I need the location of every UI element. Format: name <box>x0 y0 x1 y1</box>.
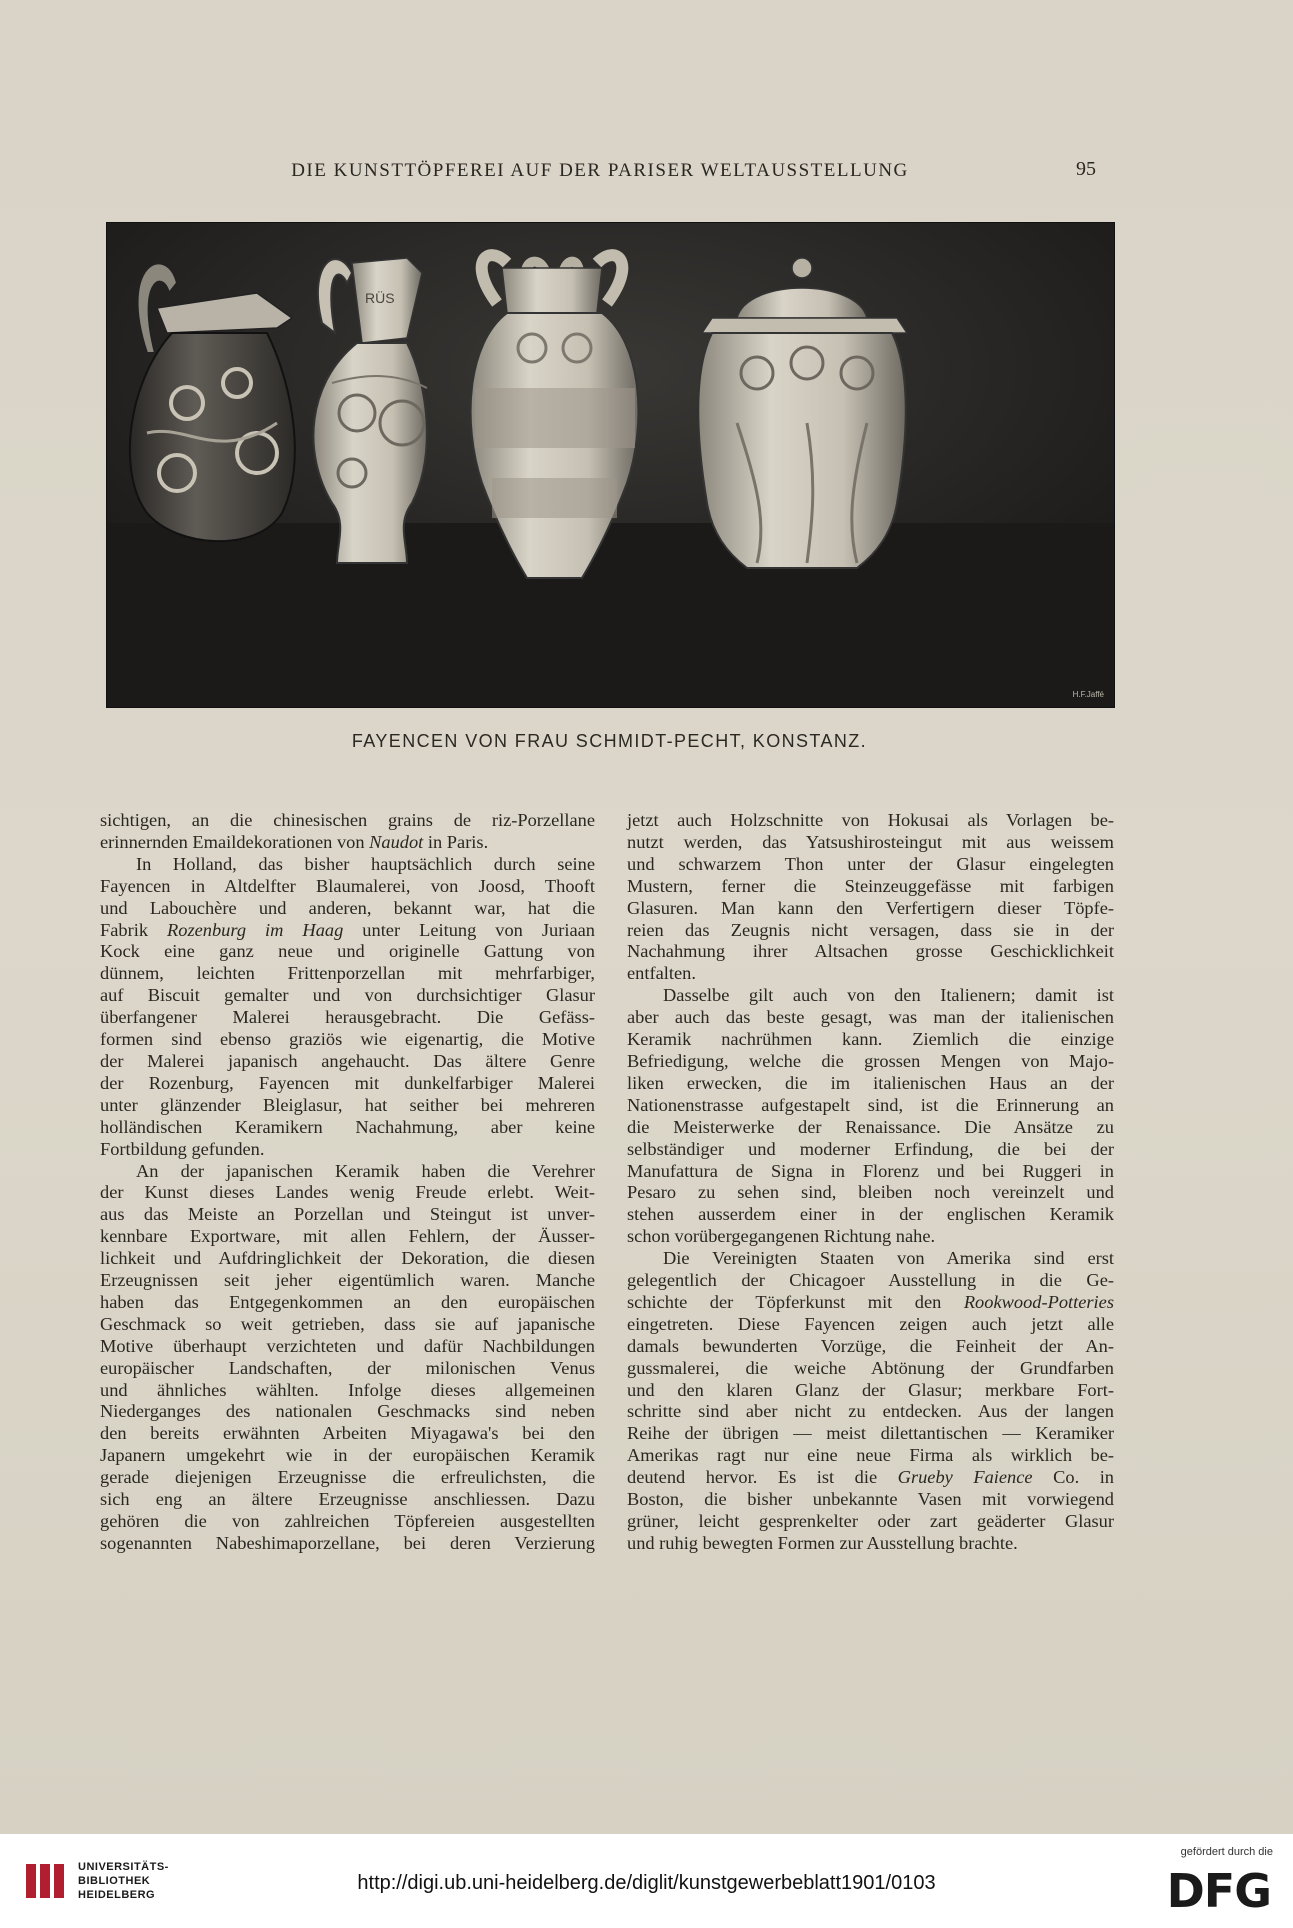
dfg-logo: DFG <box>1166 1864 1271 1918</box>
text-line: liken erwecken, die im italienischen Haus an der <box>627 1072 1114 1093</box>
text-line: aus das Meiste an Porzellan und Steingut ist unver- <box>100 1204 595 1225</box>
text-line: sogenannten Nabeshimaporzellane, bei deren Verzierung <box>100 1532 595 1553</box>
text-line: und den klaren Glanz der Glasur; merkbare Fort- <box>627 1379 1114 1400</box>
text-line: schon vorübergegangenen Richtung nahe. <box>627 1226 936 1247</box>
text-line: aber auch das beste gesagt, was man der italienischen <box>627 1007 1114 1028</box>
text-line: haben das Entgegenkommen an den europäischen <box>100 1291 595 1312</box>
text-column-right <box>627 810 1114 1555</box>
running-title: DIE KUNSTTÖPFEREI AUF DER PARISER WELTAUSSTELLUNG <box>291 160 909 181</box>
text-line: und Labouchère und anderen, bekannt war, hat die <box>100 897 595 918</box>
text-line: Mustern, ferner die Steinzeuggefässe mit farbigen <box>627 875 1114 896</box>
text-line: Nachahmung ihrer Altsachen grosse Geschicklichkeit <box>627 941 1114 962</box>
text-line: Geschmack so weit getrieben, dass sie auf japanische <box>100 1313 595 1334</box>
text-line: und ruhig bewegten Formen zur Ausstellung brachte. <box>627 1532 1018 1553</box>
text-line: europäischer Landschaften, der milonischen Venus <box>100 1357 595 1378</box>
text-line: die Meisterwerke der Renaissance. Die Ansätze zu <box>627 1116 1114 1137</box>
permalink-url[interactable]: http://digi.ub.uni-heidelberg.de/diglit/kunstgewerbeblatt1901/0103 <box>357 1872 936 1894</box>
text-line: der Malerei japanisch angehaucht. Das ältere Genre <box>100 1050 595 1071</box>
text-line: damals bewunderten Vorzüge, die Feinheit der An- <box>627 1335 1114 1356</box>
text-line: Dasselbe gilt auch von den Italienern; damit ist <box>663 985 1114 1006</box>
text-line: gehören die von zahlreichen Töpfereien ausgestellten <box>100 1511 595 1531</box>
text-line: unter glänzender Bleiglasur, hat seither bei mehreren <box>100 1094 595 1115</box>
text-line: formen sind ebenso graziös wie eigenartig, die Motive <box>100 1029 595 1050</box>
text-line: sichtigen, an die chinesischen grains de riz-Porzellane <box>100 810 595 830</box>
text-line: deutend hervor. Es ist die Grueby Faience Co. in <box>627 1467 1114 1488</box>
text-line: In Holland, das bisher hauptsächlich durch seine <box>136 853 595 874</box>
text-line: Reihe der übrigen — meist dilettantischen — Keramiker <box>627 1423 1114 1444</box>
funded-by-label: gefördert durch die <box>1180 1846 1273 1858</box>
text-line: Manufattura de Signa in Florenz und bei Ruggeri in <box>627 1160 1114 1181</box>
text-line: erinnernden Emaildekorationen von Naudot in Paris. <box>100 831 489 852</box>
text-line: nutzt werden, das Yatsushirosteingut mit aus weissem <box>627 831 1114 852</box>
text-line: reien das Zeugnis nicht versagen, dass sie in der <box>627 919 1114 940</box>
text-line: gerade diejenigen Erzeugnisse die erfreulichsten, die <box>100 1467 595 1488</box>
text-line: Motive überhaupt verzichteten und dafür Nachbildungen <box>100 1335 595 1356</box>
text-line: Die Vereinigten Staaten von Amerika sind erst <box>663 1248 1114 1269</box>
text-line: Amerikas ragt nur eine neue Firma als wirklich be- <box>627 1445 1114 1466</box>
text-line: sich eng an ältere Erzeugnisse anschliessen. Dazu <box>100 1489 595 1510</box>
text-line: Nationenstrasse aufgestapelt sind, ist die Erinnerung an <box>627 1094 1114 1115</box>
text-line: Fayencen in Altdelfter Blaumalerei, von Joosd, Thooft <box>100 875 595 896</box>
text-line: eingetreten. Diese Fayencen zeigen auch jetzt alle <box>627 1313 1114 1334</box>
text-line: grüner, leicht gesprenkelter oder zart geäderter Glasur <box>627 1511 1114 1531</box>
text-line: schritte sind aber nicht zu entdecken. Aus der langen <box>627 1401 1114 1422</box>
text-line: der Rozenburg, Fayencen mit dunkelfarbiger Malerei <box>100 1072 595 1093</box>
text-line: schichte der Töpferkunst mit den Rookwood-Potteries <box>627 1291 1114 1312</box>
photo-credit: H.F.Jaffé <box>1072 690 1104 699</box>
text-line: Befriedigung, welche die grossen Mengen von Majo- <box>627 1050 1114 1071</box>
text-line: gelegentlich der Chicagoer Ausstellung in die Ge- <box>627 1270 1114 1291</box>
text-line: und ähnliches wählten. Infolge dieses allgemeinen <box>100 1379 595 1400</box>
library-line-1: UNIVERSITÄTS- <box>78 1861 169 1873</box>
text-line: der Kunst dieses Landes wenig Freude erlebt. Weit- <box>100 1182 595 1203</box>
text-line: Fabrik Rozenburg im Haag unter Leitung von Juriaan <box>100 919 595 940</box>
text-line: gussmalerei, die weiche Abtönung der Grundfarben <box>627 1357 1114 1378</box>
text-line: auf Biscuit gemalter und von durchsichtiger Glasur <box>100 985 595 1006</box>
text-line: Boston, die bisher unbekannte Vasen mit vorwiegend <box>627 1489 1114 1510</box>
text-line: holländischen Keramikern Nachahmung, aber keine <box>100 1116 595 1137</box>
vessels-illustration <box>107 223 1114 707</box>
text-line: überfangener Malerei herausgebracht. Die Gefäss- <box>100 1007 595 1028</box>
text-line: kennbare Exportware, mit allen Fehlern, der Äusser- <box>100 1226 595 1247</box>
text-line: Japanern umgekehrt wie in der europäischen Keramik <box>100 1445 595 1466</box>
text-line: dünnem, leichten Frittenporzellan mit mehrfarbiger, <box>100 963 595 984</box>
library-line-3: HEIDELBERG <box>78 1889 156 1901</box>
photograph-faience-vessels <box>106 222 1115 708</box>
text-line: Niederganges des nationalen Geschmacks sind neben <box>100 1401 595 1422</box>
text-line: jetzt auch Holzschnitte von Hokusai als Vorlagen be- <box>627 810 1114 830</box>
text-line: Erzeugnissen seit jeher eigentümlich waren. Manche <box>100 1270 595 1291</box>
text-line: Keramik nachrühmen kann. Ziemlich die einzige <box>627 1029 1114 1050</box>
text-line: Kock eine ganz neue und originelle Gattung von <box>100 941 595 962</box>
jug-inscription: RÜS <box>365 290 395 306</box>
figure-caption: FAYENCEN VON FRAU SCHMIDT-PECHT, KONSTANZ. <box>351 731 868 751</box>
text-line: und schwarzem Thon unter der Glasur eingelegten <box>627 853 1114 874</box>
text-line: Pesaro zu sehen sind, bleiben noch vereinzelt und <box>627 1182 1114 1203</box>
text-line: den bereits erwähnten Arbeiten Miyagawa's bei den <box>100 1423 595 1444</box>
page-number: 95 <box>1076 158 1096 180</box>
text-line: Glasuren. Man kann den Verfertigern dieser Töpfe- <box>627 897 1114 918</box>
text-line: stehen ausserdem einer in der englischen Keramik <box>627 1204 1114 1225</box>
text-line: An der japanischen Keramik haben die Verehrer <box>136 1160 595 1181</box>
text-column-left <box>100 810 595 1555</box>
library-line-2: BIBLIOTHEK <box>78 1875 151 1887</box>
digitization-footer <box>0 1834 1293 1928</box>
text-line: entfalten. <box>627 963 696 984</box>
text-line: lichkeit und Aufdringlichkeit der Dekoration, die diesen <box>100 1248 595 1269</box>
text-line: selbständiger und moderner Erfindung, die bei der <box>627 1138 1114 1159</box>
text-line: Fortbildung gefunden. <box>100 1138 265 1159</box>
